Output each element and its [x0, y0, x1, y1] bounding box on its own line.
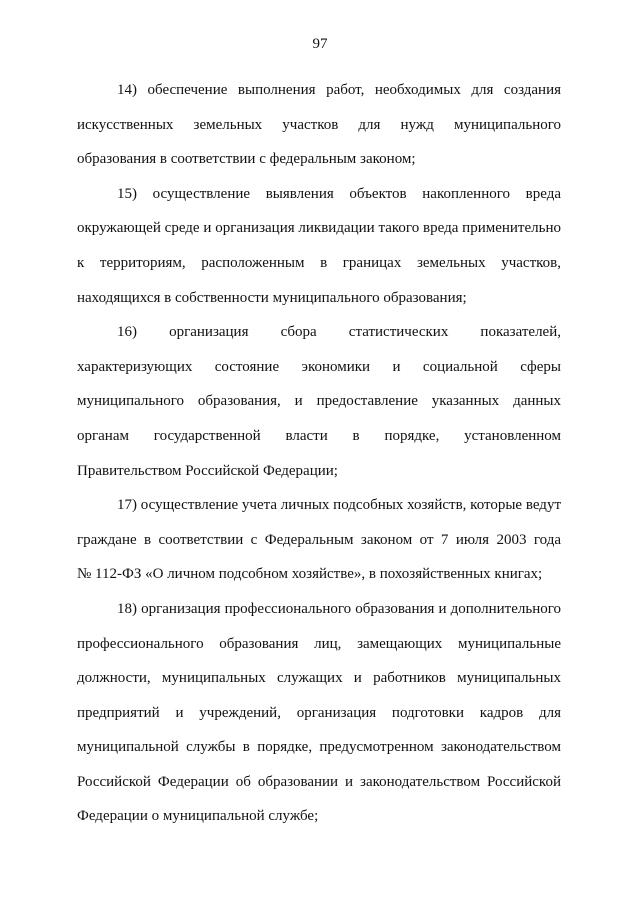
text-line: должности, муниципальных служащих и работников муниципальных [77, 670, 561, 687]
text-line: профессионального образования лиц, замещающих муниципальные [77, 635, 561, 652]
text-line: 17) осуществление учета личных подсобных хозяйств, которые ведут [117, 497, 561, 514]
text-line: муниципальной службы в порядке, предусмотренном законодательством [77, 739, 561, 756]
text-line: искусственных земельных участков для нужд муниципального [77, 116, 561, 133]
text-line: 15) осуществление выявления объектов накопленного вреда [117, 185, 561, 202]
paragraph-item [77, 315, 561, 488]
text-line: органам государственной власти в порядке, установленном [77, 427, 561, 444]
text-line: к территориям, расположенным в границах земельных участков, [77, 254, 561, 271]
paragraph-item [77, 592, 561, 834]
paragraph-item [77, 177, 561, 315]
text-line: образования в соответствии с федеральным законом; [77, 151, 416, 168]
paragraph-item [77, 73, 561, 177]
text-line: находящихся в собственности муниципального образования; [77, 289, 467, 306]
text-line: 14) обеспечение выполнения работ, необходимых для создания [117, 82, 561, 98]
text-line: Правительством Российской Федерации; [77, 462, 338, 479]
text-line: муниципального образования, и предоставление указанных данных [77, 393, 561, 410]
text-line: № 112-ФЗ «О личном подсобном хозяйстве», в похозяйственных книгах; [77, 566, 543, 583]
text-line: предприятий и учреждений, организация подготовки кадров для [77, 704, 561, 721]
page-number: 97 [312, 36, 328, 52]
text-line: 16) организация сбора статистических показателей, [117, 324, 561, 341]
text-line: окружающей среде и организация ликвидации такого вреда применительно [77, 220, 561, 237]
paragraph-item [77, 488, 561, 592]
text-line: Российской Федерации об образовании и законодательством Российской [77, 773, 561, 790]
text-line: 18) организация профессионального образования и дополнительного [117, 600, 561, 617]
text-line: Федерации о муниципальной службе; [77, 808, 319, 825]
text-line: характеризующих состояние экономики и социальной сферы [77, 358, 561, 375]
text-line: граждане в соответствии с Федеральным законом от 7 июля 2003 года [77, 531, 561, 548]
document-body [77, 73, 561, 834]
